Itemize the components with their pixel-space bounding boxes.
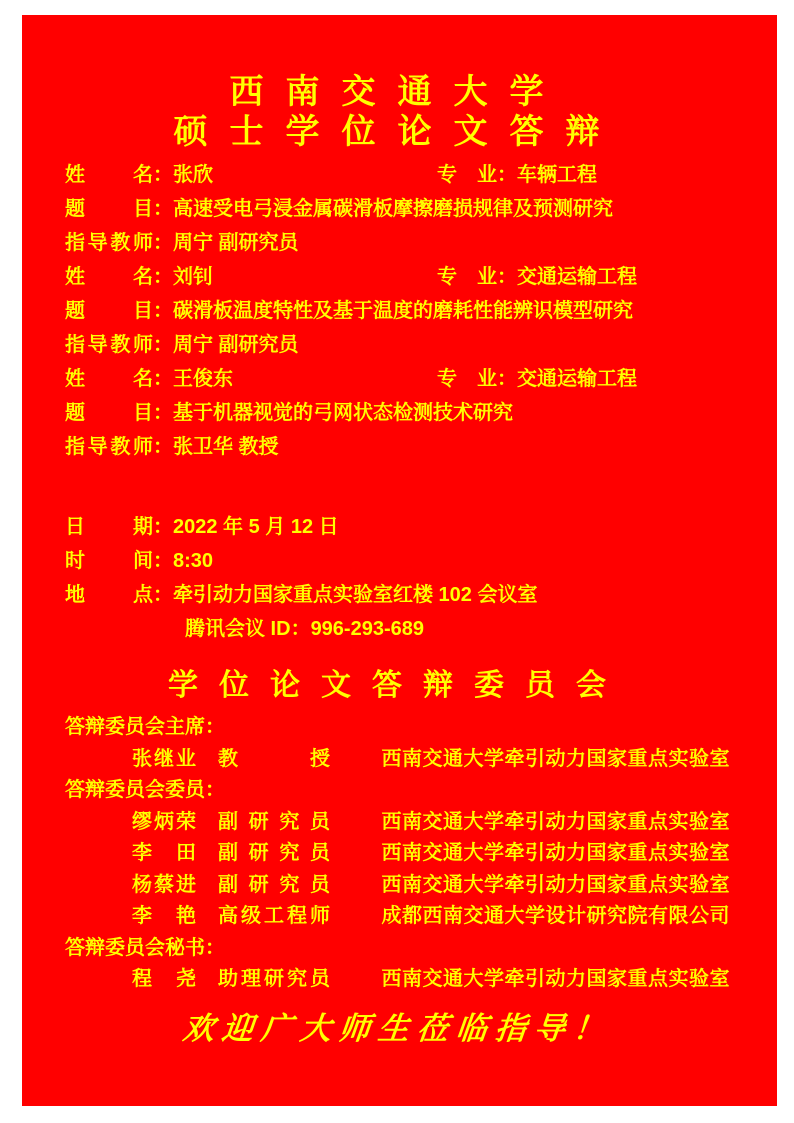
thesis-label: 题目 [65,300,153,322]
student1-thesis: 高速受电弓浸金属碳滑板摩擦磨损规律及预测研究 [173,198,613,220]
student2-name-cell: 姓名：刘钊 [65,260,437,294]
student2-advisor: 周宁 副研究员 [173,334,299,356]
major-label: 专业 [437,368,497,390]
name-label: 姓名 [65,164,153,186]
welcome-text: 欢迎广大师生莅临指导！ [181,1010,614,1046]
member-row [65,807,730,839]
online-meeting-id: 996-293-689 [310,618,424,640]
time-label: 时间 [65,550,153,572]
student1-name: 张欣 [173,164,213,186]
chair-heading: 答辩委员会主席： [65,716,225,738]
member2-title: 副研究员 [218,842,330,864]
defense-announcement-poster [22,15,777,1106]
date-value: 2022 年 5 月 12 日 [173,516,339,538]
chair-row [65,744,730,776]
secretary-title: 助理研究员 [218,968,330,990]
member1-affiliation: 西南交通大学牵引动力国家重点实验室 [381,810,730,833]
student1-advisor-row: 指导教师：周宁 副研究员 [65,226,730,260]
student3-name-major-row [65,362,730,396]
welcome-line [65,1008,730,1050]
secretary-affiliation: 西南交通大学牵引动力国家重点实验室 [381,968,730,990]
committee-section-title: 学位论文答辩委员会 [168,669,627,702]
student1-name-major-row [65,158,730,192]
member2-name: 李田 [132,842,196,864]
student2-major: 交通运输工程 [517,266,637,288]
student3-thesis: 基于机器视觉的弓网状态检测技术研究 [173,402,513,424]
member3-name: 杨蔡进 [132,873,196,896]
student2-name-major-row [65,260,730,294]
students-section [65,158,730,464]
student1-thesis-row: 题目：高速受电弓浸金属碳滑板摩擦磨损规律及预测研究 [65,192,730,226]
student3-name-cell: 姓名：王俊东 [65,362,437,396]
student1-advisor: 周宁 副研究员 [173,232,299,254]
student1-major: 车辆工程 [517,164,597,186]
member-row [65,901,730,933]
secretary-heading: 答辩委员会秘书： [65,936,225,959]
name-label: 姓名 [65,368,153,390]
thesis-label: 题目 [65,402,153,424]
student1-name-cell: 姓名：张欣 [65,158,437,192]
online-meeting-label: 腾讯会议 ID [185,618,291,640]
student3-advisor-row: 指导教师：张卫华 教授 [65,430,730,464]
members-heading: 答辩委员会委员： [65,779,225,801]
chair-affiliation: 西南交通大学牵引动力国家重点实验室 [381,747,730,770]
member2-affiliation: 西南交通大学牵引动力国家重点实验室 [381,842,730,864]
event-title: 硕士学位论文答辩 [173,113,622,151]
date-label: 日期 [65,516,153,538]
member3-affiliation: 西南交通大学牵引动力国家重点实验室 [381,873,730,896]
venue-label: 地点 [65,584,153,606]
thesis-label: 题目 [65,198,153,220]
university-title: 西南交通大学 [229,73,566,111]
student2-name: 刘钊 [173,266,213,288]
time-value: 8:30 [173,550,214,572]
student1-major-cell: 专业：车辆工程 [437,158,597,192]
member1-title: 副研究员 [218,810,330,833]
member4-name: 李艳 [132,905,196,927]
student3-name: 王俊东 [173,368,233,390]
student2-major-cell: 专业：交通运输工程 [437,260,637,294]
schedule-section [65,510,730,646]
date-row: 日期：2022 年 5 月 12 日 [65,510,730,544]
student3-thesis-row: 题目：基于机器视觉的弓网状态检测技术研究 [65,396,730,430]
member-row [65,838,730,870]
student2-advisor-row: 指导教师：周宁 副研究员 [65,328,730,362]
secretary-row [65,964,730,996]
major-label: 专业 [437,164,497,186]
member1-name: 缪炳荣 [132,810,196,833]
venue-value: 牵引动力国家重点实验室红楼 102 会议室 [173,584,538,606]
advisor-label: 指导教师 [65,334,153,356]
member-row [65,870,730,902]
committee-section [65,712,730,996]
student2-thesis: 碳滑板温度特性及基于温度的磨耗性能辨识模型研究 [173,300,633,322]
secretary-name: 程尧 [132,968,196,990]
advisor-label: 指导教师 [65,232,153,254]
student3-advisor: 张卫华 教授 [173,436,279,458]
student3-major-cell: 专业：交通运输工程 [437,362,637,396]
member4-affiliation: 成都西南交通大学设计研究院有限公司 [381,905,730,927]
student3-major: 交通运输工程 [517,368,637,390]
member3-title: 副研究员 [218,873,330,896]
chair-title: 教授 [218,747,330,770]
chair-name: 张继业 [132,747,196,770]
name-label: 姓名 [65,266,153,288]
venue-row: 地点：牵引动力国家重点实验室红楼 102 会议室 [65,578,730,612]
member4-title: 高级工程师 [218,905,330,927]
online-meeting-row: 腾讯会议 ID：996-293-689 [185,618,424,640]
student2-thesis-row: 题目：碳滑板温度特性及基于温度的磨耗性能辨识模型研究 [65,294,730,328]
time-row: 时间：8:30 [65,544,730,578]
advisor-label: 指导教师 [65,436,153,458]
major-label: 专业 [437,266,497,288]
